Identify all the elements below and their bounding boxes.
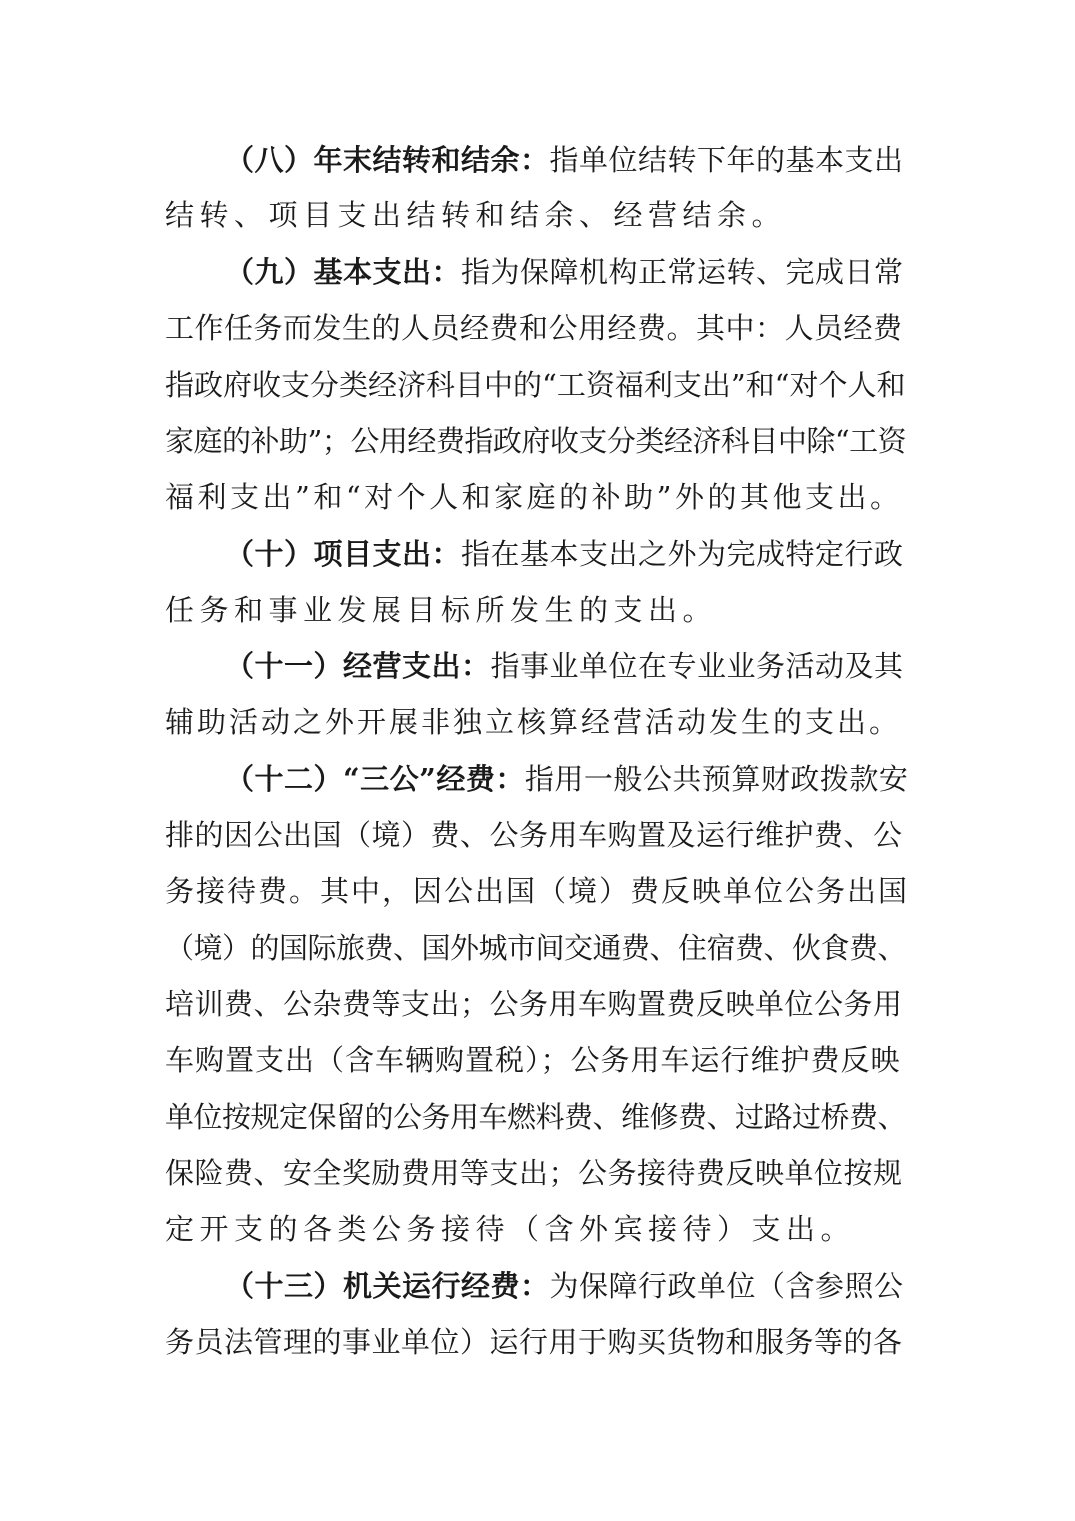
body-text: 家庭的补助”；公用经费指政府收支分类经济科目中除“工资 xyxy=(165,424,907,458)
term-heading: （九）基本支出： xyxy=(225,255,462,289)
paragraph-9-line-1 xyxy=(225,255,904,289)
paragraph-12-line-1 xyxy=(225,762,909,796)
body-text: 指用一般公共预算财政拨款安 xyxy=(524,762,909,796)
body-text: 排的因公出国（境）费、公务用车购置及运行维护费、公 xyxy=(165,818,903,852)
paragraph-12-line-2 xyxy=(165,818,903,852)
body-text: 务接待费。其中，因公出国（境）费反映单位公务出国 xyxy=(165,874,910,908)
body-text: 工作任务而发生的人员经费和公用经费。其中：人员经费 xyxy=(165,311,903,345)
body-text: 任务和事业发展目标所发生的支出。 xyxy=(165,593,718,627)
paragraph-10-line-2 xyxy=(165,593,718,627)
body-text: 指政府收支分类经济科目中的“工资福利支出”和“对个人和 xyxy=(165,368,906,402)
paragraph-8-line-1 xyxy=(225,143,904,177)
body-text: （境）的国际旅费、国外城市间交通费、住宿费、伙食费、 xyxy=(165,931,907,965)
body-text: 为保障行政单位（含参照公 xyxy=(549,1269,904,1303)
paragraph-10-line-1 xyxy=(225,537,904,571)
body-text: 单位按规定保留的公务用车燃料费、维修费、过路过桥费、 xyxy=(165,1100,907,1134)
paragraph-12-line-3 xyxy=(165,874,910,908)
paragraph-11-line-1 xyxy=(225,649,904,683)
paragraph-12-line-8 xyxy=(165,1156,903,1190)
paragraph-9-line-3 xyxy=(165,368,906,402)
body-text: 辅助活动之外开展非独立核算经营活动发生的支出。 xyxy=(165,705,902,739)
body-text: 福利支出”和“对个人和家庭的补助”外的其他支出。 xyxy=(165,480,903,514)
body-text: 定开支的各类公务接待（含外宾接待）支出。 xyxy=(165,1212,856,1246)
paragraph-8-line-2 xyxy=(165,198,787,232)
body-text: 结转、项目支出结转和结余、经营结余。 xyxy=(165,198,787,232)
paragraph-12-line-9 xyxy=(165,1212,856,1246)
body-text: 车购置支出（含车辆购置税）；公务用车运行维护费反映 xyxy=(165,1043,901,1077)
body-text: 指在基本支出之外为完成特定行政 xyxy=(461,537,904,571)
body-text: 指事业单位在专业业务活动及其 xyxy=(490,649,904,683)
paragraph-9-line-2 xyxy=(165,311,903,345)
paragraph-12-line-6 xyxy=(165,1043,901,1077)
term-heading: （十）项目支出： xyxy=(225,537,462,571)
body-text: 指为保障机构正常运转、完成日常 xyxy=(461,255,904,289)
paragraph-9-line-4 xyxy=(165,424,907,458)
paragraph-13-line-1 xyxy=(225,1269,904,1303)
body-text: 务员法管理的事业单位）运行用于购买货物和服务等的各 xyxy=(165,1325,903,1359)
body-text: 指单位结转下年的基本支出 xyxy=(549,143,904,177)
term-heading: （八）年末结转和结余： xyxy=(225,143,550,177)
term-heading: （十一）经营支出： xyxy=(225,649,491,683)
paragraph-9-line-5 xyxy=(165,480,903,514)
term-heading: （十三）机关运行经费： xyxy=(225,1269,550,1303)
body-text: 培训费、公杂费等支出；公务用车购置费反映单位公务用 xyxy=(165,987,903,1021)
term-heading: （十二）“三公”经费： xyxy=(225,762,525,796)
paragraph-12-line-5 xyxy=(165,987,903,1021)
body-text: 保险费、安全奖励费用等支出；公务接待费反映单位按规 xyxy=(165,1156,903,1190)
paragraph-11-line-2 xyxy=(165,705,902,739)
paragraph-12-line-4 xyxy=(165,931,907,965)
paragraph-12-line-7 xyxy=(165,1100,907,1134)
paragraph-13-line-2 xyxy=(165,1325,903,1359)
